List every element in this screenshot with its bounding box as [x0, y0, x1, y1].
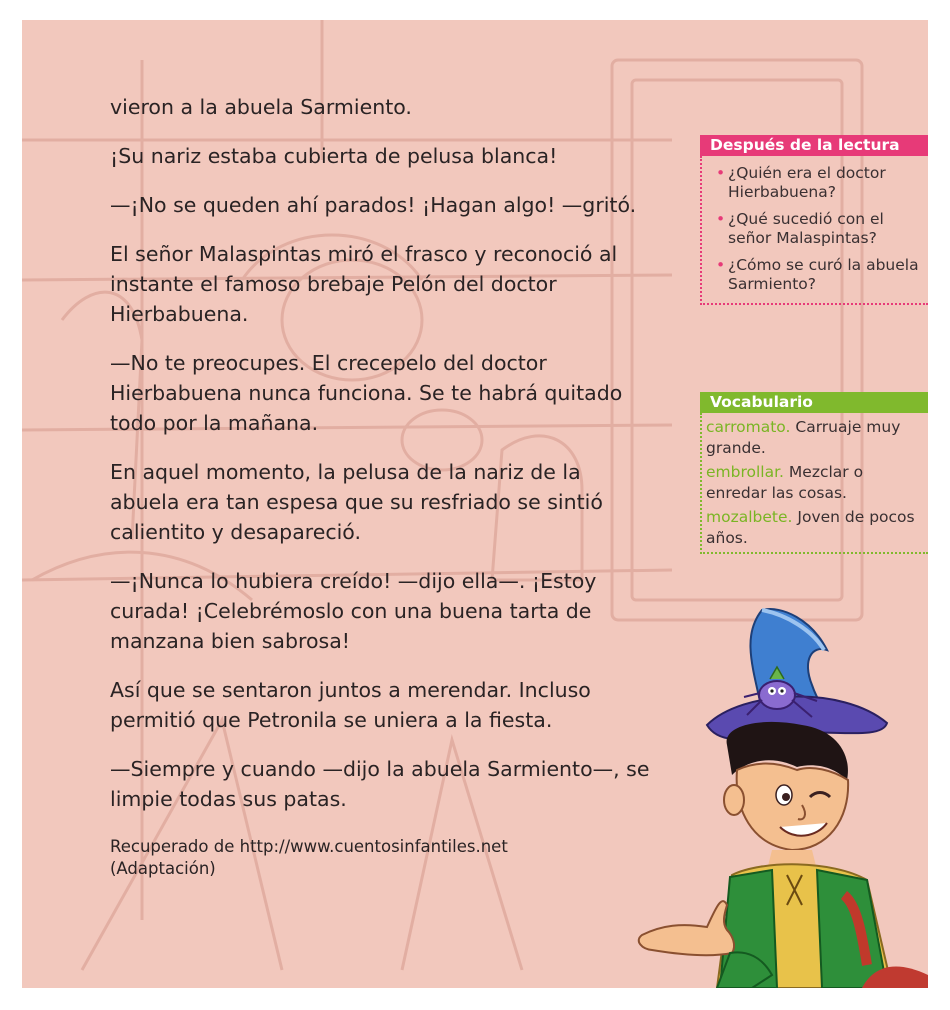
after-reading-questions: [700, 156, 928, 305]
question-text: ¿Qué sucedió con el señor Malaspintas?: [728, 210, 884, 247]
bullet-icon: •: [716, 164, 726, 182]
after-reading-panel: [700, 135, 928, 305]
story-paragraph: El señor Malaspintas miró el frasco y reconoció al instante el famoso brebaje Pelón del doctor Hierbabuena.: [110, 242, 618, 326]
vocabulary-item: [706, 417, 922, 458]
after-reading-title: Después de la lectura: [700, 135, 928, 156]
source-citation: [110, 836, 650, 880]
wizard-boy-illustration: [612, 605, 928, 988]
vocabulary-term: mozalbete.: [706, 508, 793, 526]
vocabulary-item: [706, 507, 922, 548]
question-text: ¿Cómo se curó la abuela Sarmiento?: [728, 256, 919, 293]
question-item: [710, 256, 920, 293]
vocabulary-definition: Carruaje muy grande.: [706, 418, 901, 457]
question-item: [710, 210, 920, 247]
story-paragraph: ¡Su nariz estaba cubierta de pelusa blanca!: [110, 144, 558, 168]
vocabulary-term: embrollar.: [706, 463, 784, 481]
story-paragraph: —¡Nunca lo hubiera creído! —dijo ella—. ¡Estoy curada! ¡Celebrémoslo con una buena tarta de manzana bien sabrosa!: [110, 569, 597, 653]
source-note: (Adaptación): [110, 859, 216, 878]
vocabulary-panel: [700, 392, 928, 554]
question-text: ¿Quién era el doctor Hierbabuena?: [728, 164, 886, 201]
question-item: [710, 164, 920, 201]
vocabulary-list: [700, 413, 928, 554]
vocabulary-definition: Mezclar o enredar las cosas.: [706, 463, 864, 502]
vocabulary-item: [706, 462, 922, 503]
story-paragraph: vieron a la abuela Sarmiento.: [110, 95, 412, 119]
story-paragraph: —¡No se queden ahí parados! ¡Hagan algo! —gritó.: [110, 193, 637, 217]
source-url: Recuperado de http://www.cuentosinfantiles.net: [110, 837, 508, 856]
vocabulary-term: carromato.: [706, 418, 791, 436]
story-paragraph: —No te preocupes. El crecepelo del doctor Hierbabuena nunca funciona. Se te habrá quitado todo por la mañana.: [110, 351, 623, 435]
bullet-icon: •: [716, 210, 726, 228]
story-paragraph: —Siempre y cuando —dijo la abuela Sarmiento—, se limpie todas sus patas.: [110, 757, 650, 811]
story-paragraph: Así que se sentaron juntos a merendar. Incluso permitió que Petronila se uniera a la fiesta.: [110, 678, 591, 732]
story-text: [110, 92, 650, 880]
vocabulary-title: Vocabulario: [700, 392, 928, 413]
vocabulary-definition: Joven de pocos años.: [706, 508, 915, 547]
page: [22, 20, 928, 988]
story-paragraph: En aquel momento, la pelusa de la nariz de la abuela era tan espesa que su resfriado se sintió calientito y desapareció.: [110, 460, 603, 544]
bullet-icon: •: [716, 256, 726, 274]
